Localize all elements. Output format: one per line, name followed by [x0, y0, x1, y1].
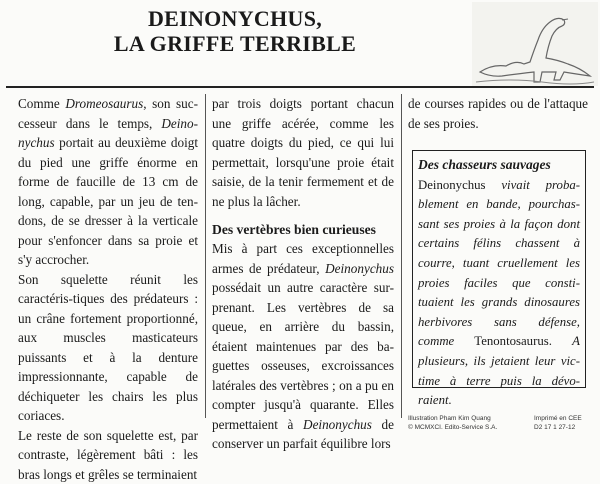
- text-column-1: [18, 94, 198, 484]
- title-line-2: LA GRIFFE TERRIBLE: [0, 31, 470, 56]
- section-heading: Des vertèbres bien curieuses: [212, 221, 394, 239]
- column-divider: [401, 94, 402, 418]
- paragraph: Comme Dromeosaurus, son suc-cesseur dans le temps, Deino-nychus portait au deuxième doigt du pied une griffe énorme en forme de faucille de 13 cm de long, capable, par un jeu de ten-dons, de se dresser à la verticale pour s'enfoncer dans sa proie et s'y accrocher.: [18, 94, 198, 270]
- text-column-2: [212, 94, 394, 454]
- text-column-3: [408, 94, 588, 133]
- column-divider: [205, 94, 206, 418]
- title-line-1: DEINONYCHUS,: [0, 6, 470, 31]
- page-title: [0, 6, 470, 56]
- box-title: Des chasseurs sauvages: [418, 155, 580, 175]
- copyright-notice: © MCMXCI. Edito-Service S.A.: [408, 423, 497, 432]
- paragraph: Son squelette réunit les caractéris-tiques des prédateurs : un crâne fortement proportionné, aux muscles masticateurs puissants et à la denture impressionnante, capable de déchiqueter les chairs les plus coriaces.: [18, 270, 198, 426]
- illustration-credit: Illustration Pham Kim Quang: [408, 414, 491, 423]
- card-code: D2 17 1 27-12: [534, 423, 575, 432]
- sidebar-box: [412, 150, 586, 388]
- paragraph: Le reste de son squelette est, par contraste, légèrement bâti : les bras longs et grêles se terminaient: [18, 426, 198, 484]
- box-body: Deinonychus vivait proba-blement en bande, pourchas-sant ses proies à la façon dont certains félins chassent à courre, tuant cruellement les proies faciles que consti-tuaient les grands dinosaures herbivores sans défense, comme Tenontosaurus. A plusieurs, ils jetaient leur vic-time à terre puis la dévo-raient.: [418, 176, 580, 411]
- paragraph: Mis à part ces exceptionnelles armes de prédateur, Deinonychus possédait un autre caractère sur-prenant. Les vertèbres de sa queue, en arrière du bassin, étaient maintenues par des ba-guettes osseuses, excroissances latérales des vertèbres ; on a pu en compter jusqu'à quarante. Elles permettaient à Deinonychus de conserver un parfait équilibre lors: [212, 239, 394, 454]
- dinosaur-illustration: [472, 2, 598, 86]
- print-notice: Imprimé en CEE: [534, 414, 582, 423]
- title-rule: [6, 86, 594, 88]
- paragraph: par trois doigts portant chacun une griffe acérée, comme les quatre doigts du pied, ce qui lui permettait, lorsqu'une proie était saisie, de la tenir fermement et de ne plus la lâcher.: [212, 94, 394, 211]
- paragraph: de courses rapides ou de l'attaque de ses proies.: [408, 94, 588, 133]
